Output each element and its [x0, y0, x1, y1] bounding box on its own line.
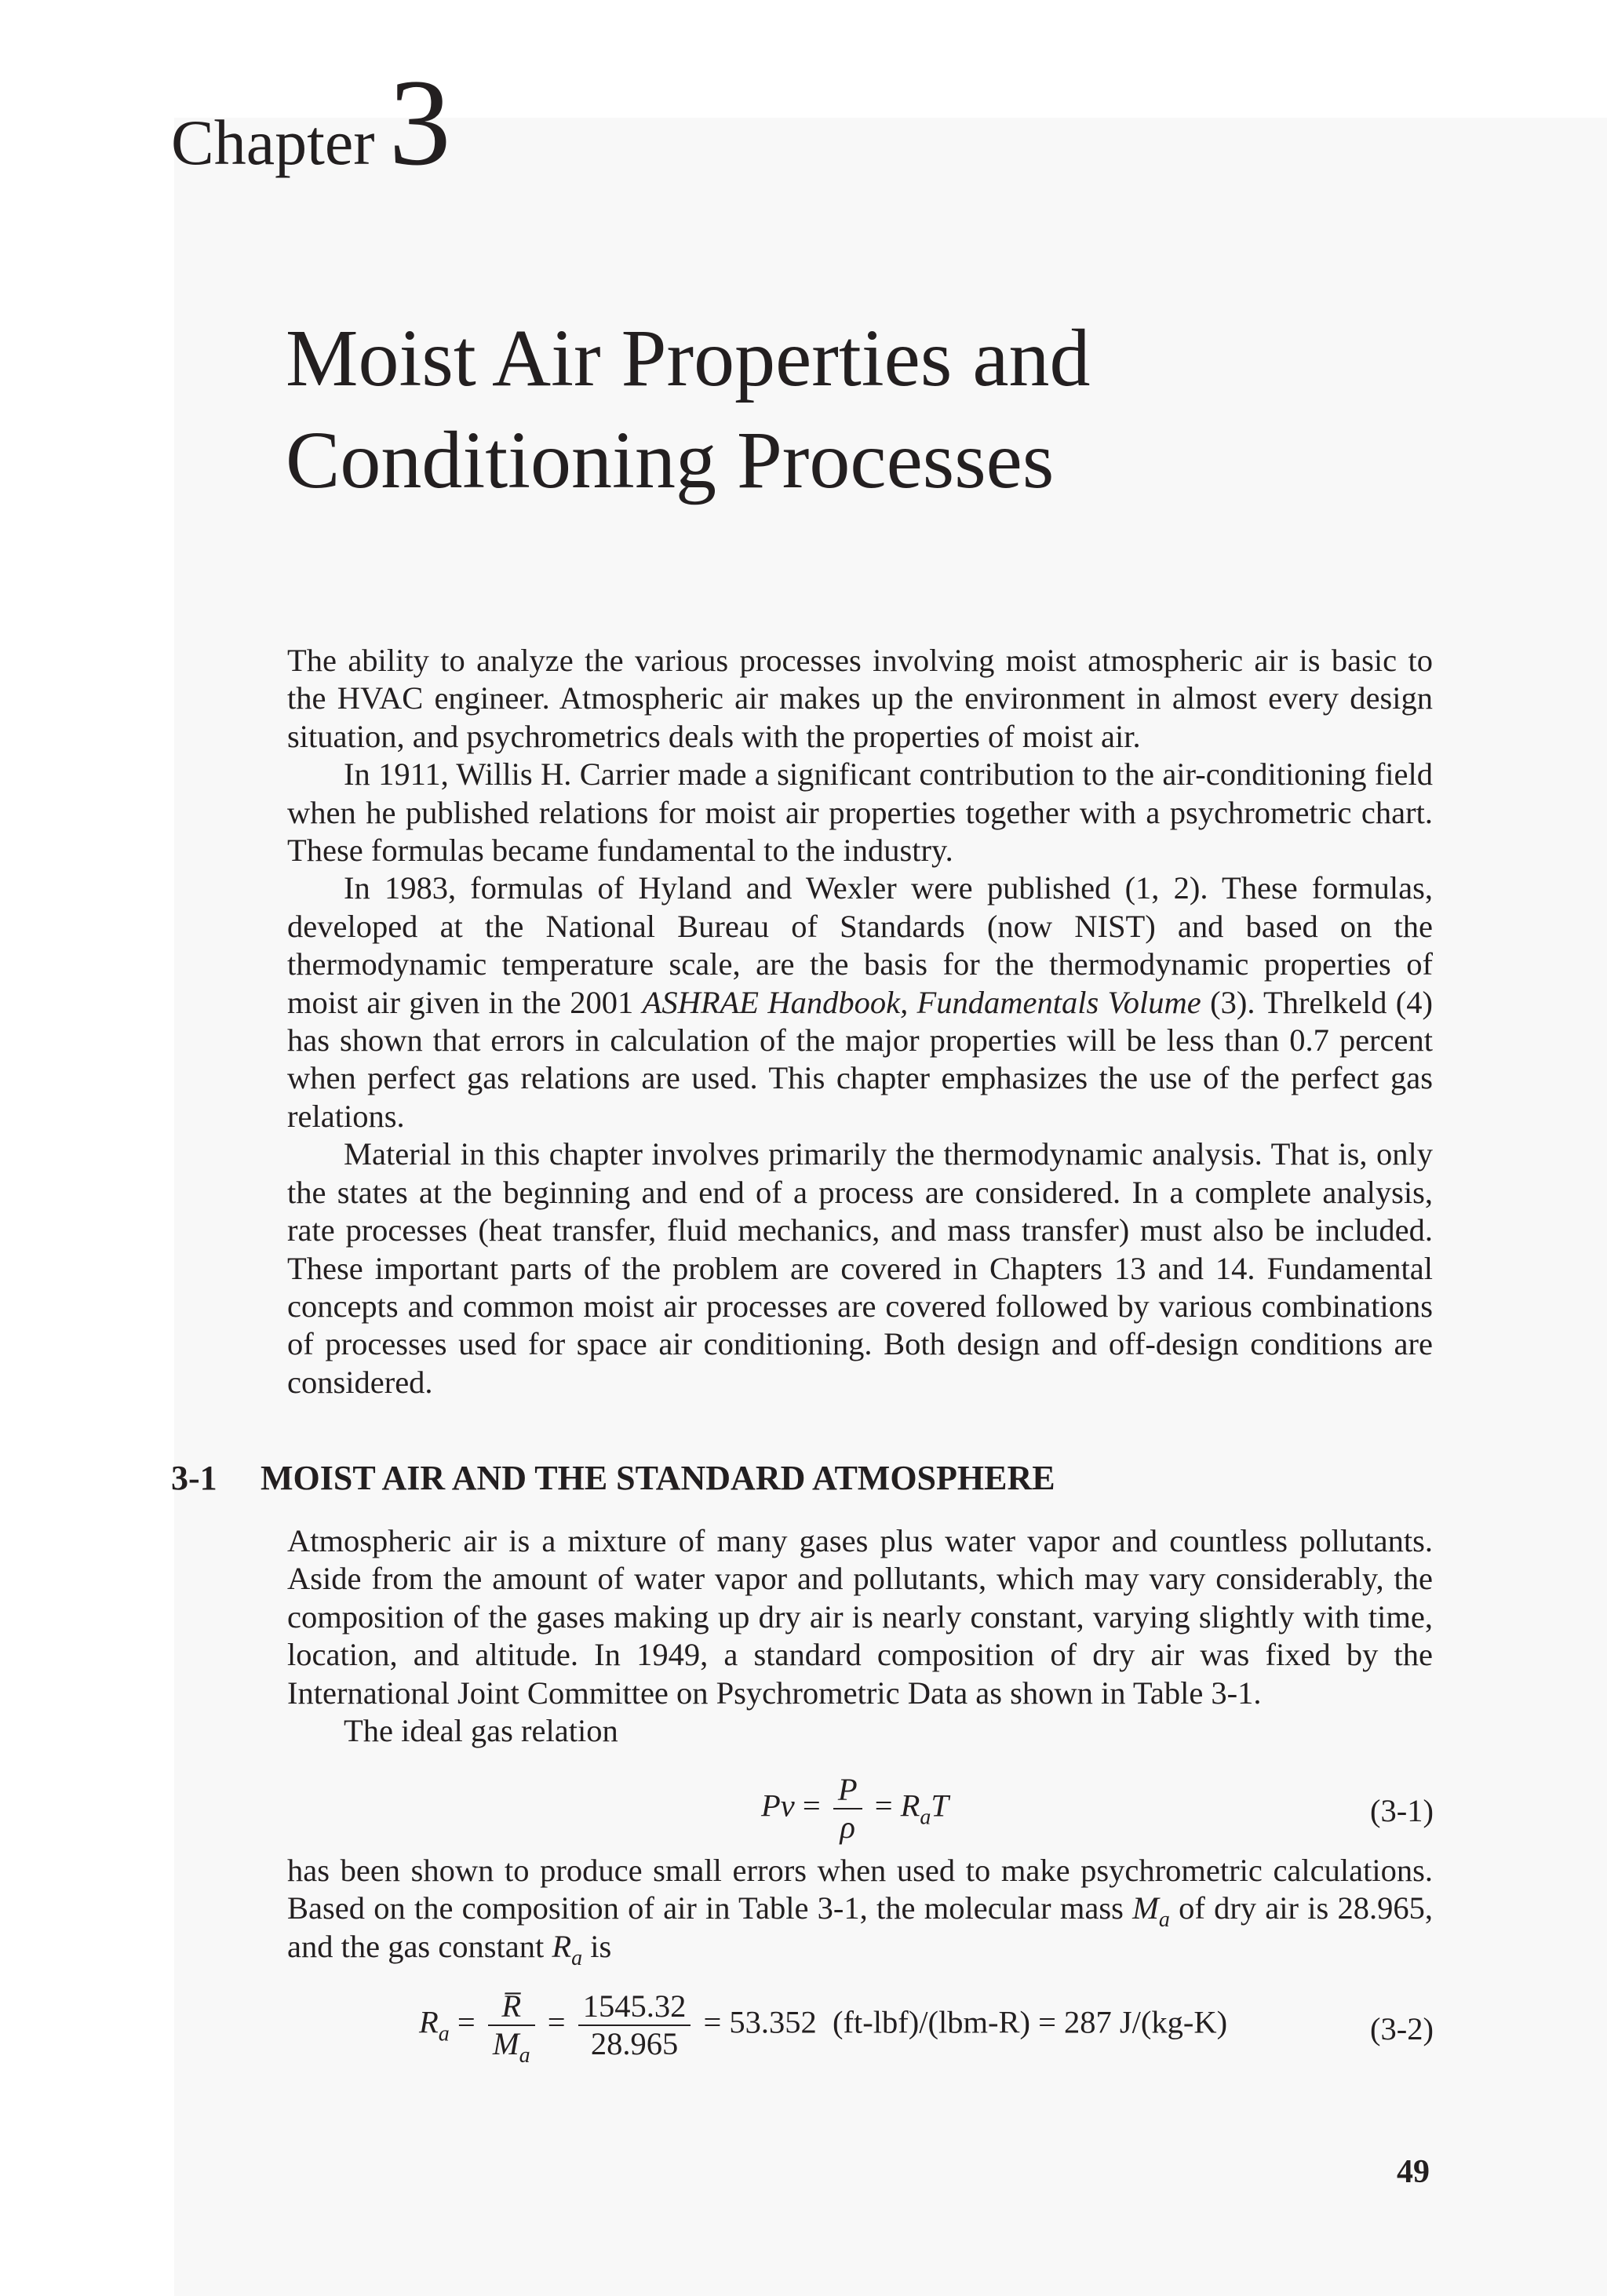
- eq-equals: =: [457, 2004, 476, 2040]
- gas-constant-symbol: R: [900, 1788, 920, 1824]
- eq-equals: =: [802, 1788, 821, 1824]
- fraction-denominator: [488, 2026, 535, 2068]
- temperature-symbol: T: [931, 1788, 949, 1824]
- eq-fraction: [488, 1988, 535, 2068]
- intro-paragraph: The ability to analyze the various processes involving moist atmospheric air is basic to the HVAC engineer. Atmospheric air makes up the environment in almost every design situation, and psychrometrics deals with the properties of moist air.: [287, 643, 1433, 754]
- eq-equals: =: [874, 1788, 893, 1824]
- molecular-mass-subscript: a: [519, 2043, 530, 2068]
- page-number: 49: [1397, 2154, 1430, 2190]
- molecular-mass-subscript: a: [1158, 1908, 1170, 1933]
- gas-constant-subscript: a: [438, 2021, 450, 2046]
- paragraph-text: is: [582, 1928, 612, 1964]
- fraction-denominator: 28.965: [590, 2026, 679, 2061]
- equation-number: (3-1): [1370, 1793, 1434, 1828]
- paragraph-text: of dry air is 28.965, and the gas constant: [287, 1890, 1433, 1964]
- equation-3-1: [761, 1772, 949, 1846]
- fraction-numerator: 1545.32: [582, 1988, 687, 2024]
- section-paragraph: Atmospheric air is a mixture of many gases plus water vapor and countless pollutants. Aside from the amount of water vapor and pollutants, which may vary considerably, the composition of the gases making up dry air is nearly constant, varying slightly with time, location, and altitude. In 1949, a standard composition of dry air was fixed by the International Joint Committee on Psychrometric Data as shown in Table 3-1.: [287, 1523, 1433, 1711]
- eq-result-english: 53.352 (ft-lbf)/(lbm-R): [729, 2004, 1030, 2040]
- chapter-title-line-2: Conditioning Processes: [286, 415, 1055, 505]
- intro-paragraph-text: In 1983, formulas of Hyland and Wexler were published (1, 2). These formulas, developed at the National Bureau of Standards (now NIST) and based on the thermodynamic temperature scale, are the basis for the thermodynamic properties of moist air given in the 2001: [287, 870, 1433, 1020]
- gas-constant-symbol: R: [552, 1928, 572, 1964]
- eq-result-si: 287 J/(kg-K): [1064, 2004, 1228, 2040]
- molecular-mass-symbol: M: [1132, 1890, 1159, 1926]
- handbook-title: ASHRAE Handbook, Fundamentals Volume: [642, 984, 1201, 1020]
- intro-paragraph-text: (3). Threlkeld (4) has shown that errors in calculation of the major properties will be less than 0.7 percent when perfect gas relations are used. This chapter emphasizes the use of the perfect gas relations.: [287, 984, 1433, 1134]
- section-paragraph: [287, 1852, 1433, 1970]
- fraction-numerator: P: [837, 1772, 858, 1807]
- eq-equals: =: [547, 2004, 566, 2040]
- section-number: 3-1: [171, 1459, 217, 1497]
- universal-gas-constant: R̅: [501, 1988, 522, 2024]
- section-text-continued: [287, 1852, 1433, 1970]
- section-text: [287, 1522, 1433, 1750]
- eq-fraction: [833, 1772, 862, 1846]
- section-title: MOIST AIR AND THE STANDARD ATMOSPHERE: [261, 1459, 1055, 1497]
- equation-3-2: [419, 1988, 1228, 2068]
- fraction-denominator: ρ: [840, 1809, 855, 1845]
- gas-constant-subscript: a: [920, 1805, 931, 1830]
- chapter-heading: [171, 54, 451, 191]
- intro-text: [287, 642, 1433, 1401]
- eq-fraction: [578, 1988, 691, 2062]
- section-heading: [171, 1461, 1055, 1496]
- paragraph-text: has been shown to produce small errors when used to make psychrometric calculations. Based on the composition of air in Table 3-1, the molecular mass: [287, 1853, 1433, 1926]
- intro-paragraph: Material in this chapter involves primarily the thermodynamic analysis. That is, only the states at the beginning and end of a process are considered. In a complete analysis, rate processes (heat transfer, fluid mechanics, and mass transfer) must also be included. These important parts of the problem are covered in Chapters 13 and 14. Fundamental concepts and common moist air processes are covered followed by various combinations of processes used for space air conditioning. Both design and off-design conditions are considered.: [287, 1136, 1433, 1400]
- gas-constant-subscript: a: [571, 1945, 583, 1970]
- chapter-number: 3: [388, 54, 451, 191]
- eq-lhs: Pv: [761, 1788, 795, 1824]
- eq-equals: =: [703, 2004, 722, 2040]
- equation-number: (3-2): [1370, 2011, 1434, 2046]
- intro-paragraph: In 1911, Willis H. Carrier made a significant contribution to the air-conditioning field when he published relations for moist air properties together with a psychrometric chart. These formulas became fundamental to the industry.: [287, 756, 1433, 869]
- section-paragraph: The ideal gas relation: [344, 1713, 618, 1749]
- eq-equals: =: [1038, 2004, 1056, 2040]
- intro-paragraph: [287, 869, 1433, 1135]
- gas-constant-symbol: R: [419, 2004, 439, 2040]
- chapter-title-line-1: Moist Air Properties and: [286, 313, 1091, 403]
- chapter-title: [286, 308, 1090, 512]
- molecular-mass-symbol: M: [492, 2026, 519, 2061]
- chapter-label: Chapter: [171, 107, 375, 178]
